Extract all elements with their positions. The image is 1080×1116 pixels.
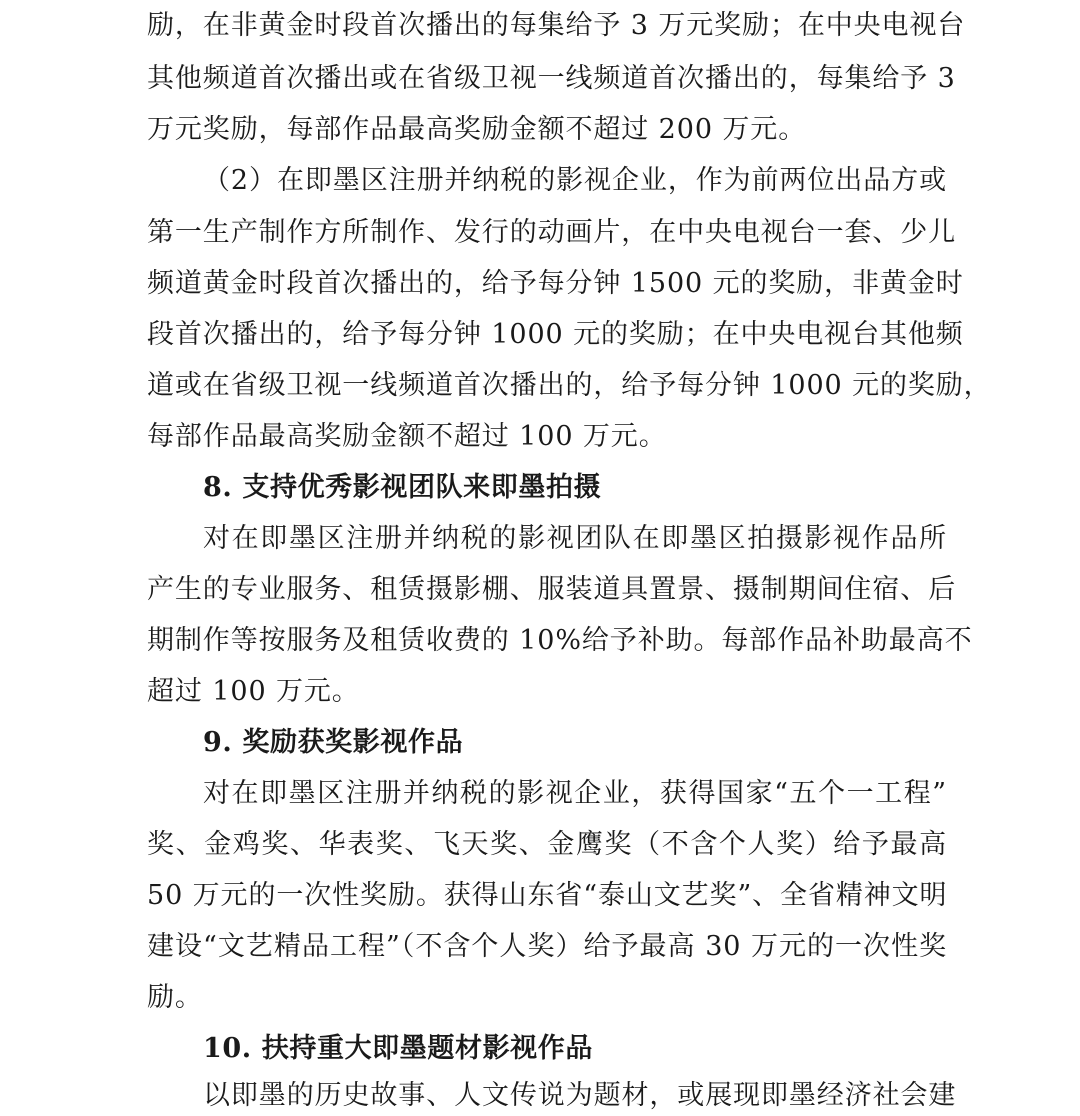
text-line: 超过 100 万元。 — [147, 676, 360, 707]
section-heading-8: 8. 支持优秀影视团队来即墨拍摄 — [203, 472, 602, 503]
text-line: 每部作品最高奖励金额不超过 100 万元。 — [147, 421, 667, 452]
text-line: 以即墨的历史故事、人文传说为题材，或展现即墨经济社会建 — [203, 1080, 957, 1111]
section-heading-10: 10. 扶持重大即墨题材影视作品 — [203, 1033, 593, 1064]
text-line: 期制作等按服务及租赁收费的 10%给予补助。每部作品补助最高不 — [147, 625, 973, 656]
text-line: 频道黄金时段首次播出的，给予每分钟 1500 元的奖励，非黄金时 — [147, 268, 964, 299]
text-line: 50 万元的一次性奖励。获得山东省“泰山文艺奖”、全省精神文明 — [147, 880, 948, 911]
text-line: 道或在省级卫视一线频道首次播出的，给予每分钟 1000 元的奖励， — [147, 370, 992, 401]
text-line: 对在即墨区注册并纳税的影视企业，获得国家“五个一工程” — [203, 778, 947, 809]
text-line: 万元奖励，每部作品最高奖励金额不超过 200 万元。 — [147, 114, 807, 145]
text-line: 产生的专业服务、租赁摄影棚、服装道具置景、摄制期间住宿、后 — [147, 574, 957, 605]
text-line: 对在即墨区注册并纳税的影视团队在即墨区拍摄影视作品所 — [203, 523, 947, 554]
text-line: 励，在非黄金时段首次播出的每集给予 3 万元奖励；在中央电视台 — [147, 10, 966, 41]
text-line: 其他频道首次播出或在省级卫视一线频道首次播出的，每集给予 3 — [147, 63, 956, 94]
text-line: 奖、金鸡奖、华表奖、飞天奖、金鹰奖（不含个人奖）给予最高 — [147, 829, 947, 860]
section-heading-9: 9. 奖励获奖影视作品 — [203, 727, 464, 758]
text-line: 建设“文艺精品工程”（不含个人奖）给予最高 30 万元的一次性奖 — [147, 931, 947, 962]
text-line: 段首次播出的，给予每分钟 1000 元的奖励；在中央电视台其他频 — [147, 319, 964, 350]
text-line: 励。 — [147, 982, 203, 1013]
text-line: （2）在即墨区注册并纳税的影视企业，作为前两位出品方或 — [203, 165, 947, 196]
text-line: 第一生产制作方所制作、发行的动画片，在中央电视台一套、少儿 — [147, 217, 957, 248]
